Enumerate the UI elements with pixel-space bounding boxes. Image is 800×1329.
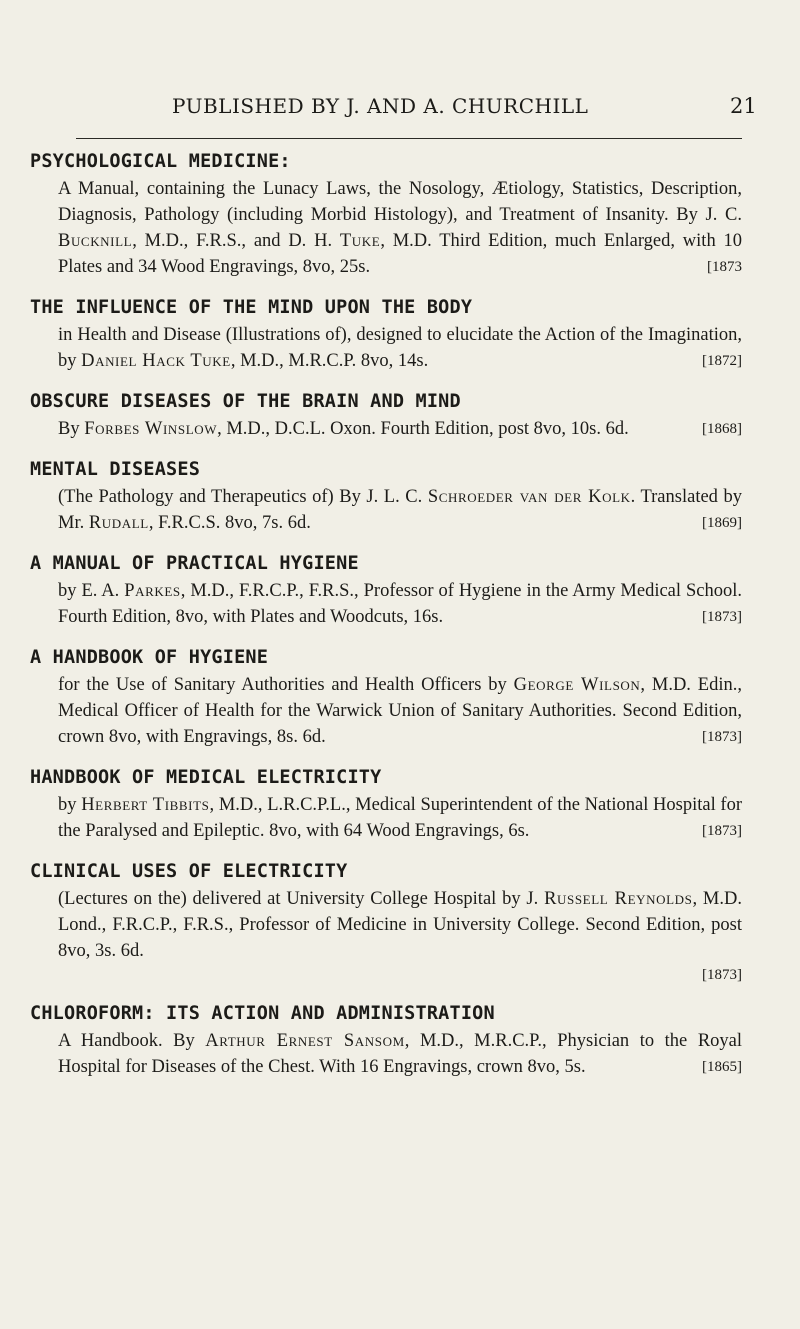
book-title: PSYCHOLOGICAL MEDICINE:	[30, 151, 291, 172]
book-entry	[0, 764, 800, 844]
book-entry	[0, 550, 800, 630]
book-entry	[0, 456, 800, 536]
publication-year: [1872]	[702, 353, 742, 369]
author-name: Schroeder van der Kolk	[427, 487, 631, 507]
book-title: CLINICAL USES OF ELECTRICITY	[30, 861, 348, 882]
publication-year: [1873]	[702, 823, 742, 839]
book-title: THE INFLUENCE OF THE MIND UPON THE BODY	[30, 297, 473, 318]
book-title: A HANDBOOK OF HYGIENE	[30, 647, 269, 668]
book-entry	[0, 644, 800, 750]
publication-year: [1873]	[702, 967, 742, 983]
book-description: (Lectures on the) delivered at University College Hospital by J. Russell Reynolds, M.D. Lond., F.R.C.P., F.R.S., Professor of Medicine in University College. Second Edition, post 8vo, 3s. 6d. [1873]	[58, 886, 742, 986]
book-description: in Health and Disease (Illustrations of), designed to elucidate the Action of the Imagination, by Daniel Hack Tuke, M.D., M.R.C.P. 8vo, 14s. [1872]	[58, 322, 742, 374]
author-name: Rudall	[88, 513, 149, 533]
publication-year: [1873]	[702, 609, 742, 625]
running-head	[0, 94, 800, 124]
publication-year: [1865]	[702, 1059, 742, 1075]
book-title: CHLOROFORM: ITS ACTION AND ADMINISTRATION	[30, 1003, 495, 1024]
book-list	[0, 148, 800, 1094]
author-name: Arthur Ernest Sansom	[205, 1031, 405, 1051]
author-name: Herbert Tibbits	[81, 795, 210, 815]
publication-year: [1868]	[702, 421, 742, 437]
book-description: A Manual, containing the Lunacy Laws, the Nosology, Ætiology, Statistics, Description, Diagnosis, Pathology (including Morbid Histology), and Treatment of Insanity. By J. C. Bucknill, M.D., F.R.S., and D. H. Tuke, M.D. Third Edition, much Enlarged, with 10 Plates and 34 Wood Engravings, 8vo, 25s. [1873	[58, 176, 742, 280]
book-entry	[0, 858, 800, 986]
book-description: A Handbook. By Arthur Ernest Sansom, M.D., M.R.C.P., Physician to the Royal Hospital for Diseases of the Chest. With 16 Engravings, crown 8vo, 5s. [1865]	[58, 1028, 742, 1080]
publication-year: [1869]	[702, 515, 742, 531]
book-entry	[0, 388, 800, 442]
header-rule	[76, 138, 742, 139]
author-name: Russell Reynolds	[544, 889, 693, 909]
book-description: for the Use of Sanitary Authorities and Health Officers by George Wilson, M.D. Edin., Medical Officer of Health for the Warwick Union of Sanitary Authorities. Second Edition, crown 8vo, with Engravings, 8s. 6d. [1873]	[58, 672, 742, 750]
author-name: Tuke	[339, 231, 381, 251]
book-description: by Herbert Tibbits, M.D., L.R.C.P.L., Medical Superintendent of the National Hospital for the Paralysed and Epileptic. 8vo, with 64 Wood Engravings, 6s. [1873]	[58, 792, 742, 844]
book-title: OBSCURE DISEASES OF THE BRAIN AND MIND	[30, 391, 461, 412]
publication-year: [1873	[707, 259, 742, 275]
book-entry	[0, 148, 800, 280]
author-name: George Wilson	[513, 675, 641, 695]
book-description: (The Pathology and Therapeutics of) By J. L. C. Schroeder van der Kolk. Translated by Mr. Rudall, F.R.C.S. 8vo, 7s. 6d. [1869]	[58, 484, 742, 536]
author-name: Forbes Winslow	[84, 419, 218, 439]
book-entry	[0, 294, 800, 374]
running-title: PUBLISHED BY J. AND A. CHURCHILL	[172, 94, 589, 118]
book-title: A MANUAL OF PRACTICAL HYGIENE	[30, 553, 359, 574]
author-name: Bucknill	[58, 231, 133, 251]
book-title: MENTAL DISEASES	[30, 459, 201, 480]
page-number: 21	[730, 94, 757, 118]
book-description: by E. A. Parkes, M.D., F.R.C.P., F.R.S., Professor of Hygiene in the Army Medical School. Fourth Edition, 8vo, with Plates and Woodcuts, 16s. [1873]	[58, 578, 742, 630]
book-title: HANDBOOK OF MEDICAL ELECTRICITY	[30, 767, 382, 788]
author-name: Daniel Hack Tuke	[81, 351, 231, 371]
author-name: Parkes	[124, 581, 181, 601]
book-description: By Forbes Winslow, M.D., D.C.L. Oxon. Fourth Edition, post 8vo, 10s. 6d. [1868]	[58, 416, 742, 442]
book-entry	[0, 1000, 800, 1080]
publication-year: [1873]	[702, 729, 742, 745]
